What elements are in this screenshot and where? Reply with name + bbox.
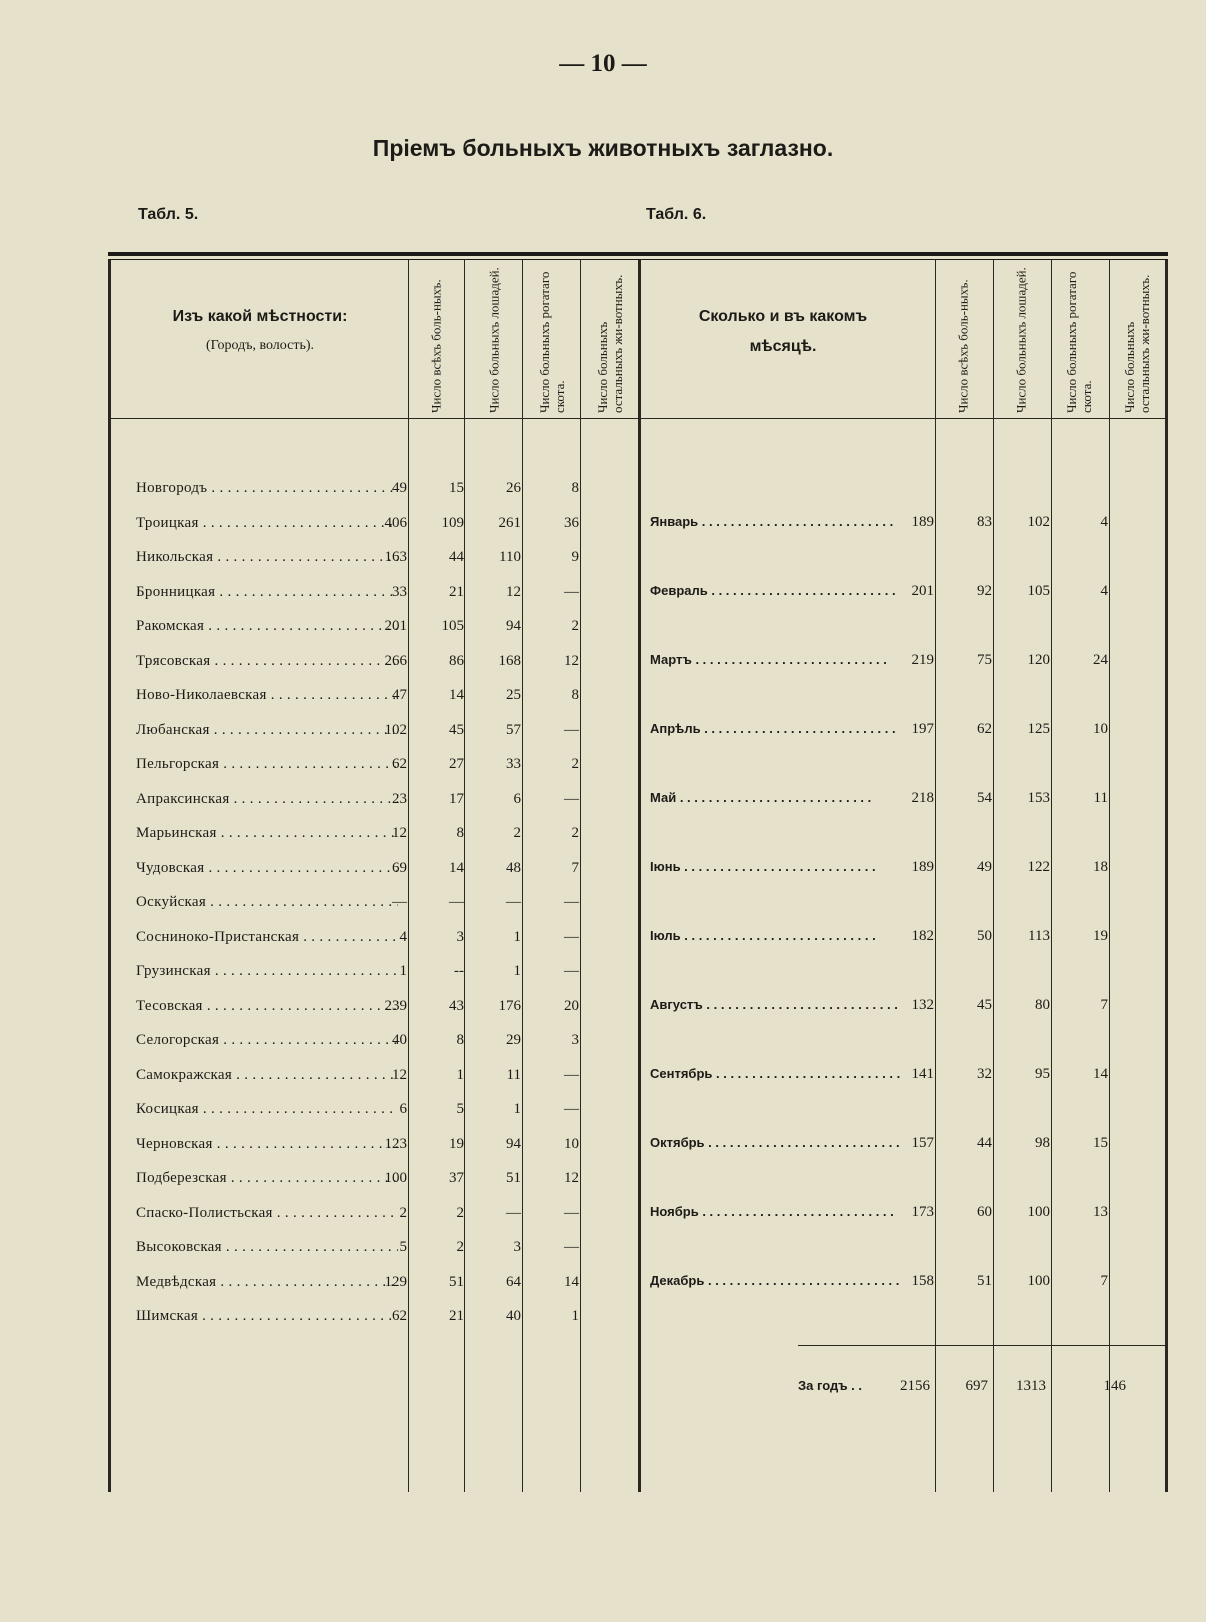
locality-name: Тесовская . . . <box>136 992 398 1020</box>
cell-value: — <box>392 894 407 910</box>
cell-value: 10 <box>1093 721 1108 737</box>
table5-row <box>108 612 638 640</box>
cell-value: 95 <box>1035 1066 1050 1082</box>
total-rule <box>798 1345 935 1346</box>
locality-name: Медвѣдская . . . <box>136 1268 398 1296</box>
month-name: Августъ . . . <box>650 991 900 1019</box>
cell-value: 36 <box>564 514 579 531</box>
cell-value: 189 <box>911 514 934 530</box>
table6-row <box>108 646 1168 674</box>
cell-value: 27 <box>449 756 464 772</box>
cell-value: 182 <box>911 928 934 944</box>
locality-name: Апраксинская . . . <box>136 785 398 813</box>
cell-value: — <box>564 1101 579 1117</box>
cell-value: 158 <box>911 1273 934 1289</box>
table5-row <box>108 1164 638 1192</box>
table6-label: Табл. 6. <box>646 206 707 223</box>
locality-name: Подберезская . . . <box>136 1164 398 1192</box>
cell-value: 113 <box>1028 928 1050 944</box>
cell-value: 3 <box>513 1239 521 1255</box>
cell-value: 18 <box>1093 859 1108 875</box>
cell-value: 14 <box>449 859 464 876</box>
cell-value: 23 <box>392 790 407 807</box>
table5-row <box>108 1302 638 1330</box>
cell-value: 1 <box>513 928 521 945</box>
cell-value: 12 <box>506 583 521 600</box>
table6-row <box>108 508 1168 536</box>
cell-value: 29 <box>506 1032 521 1048</box>
locality-name: Любанская . . . <box>136 716 398 744</box>
total-rule <box>935 1345 1165 1346</box>
cell-value: 4 <box>1100 514 1108 530</box>
cell-value: 21 <box>449 583 464 600</box>
cell-value: 94 <box>506 618 521 634</box>
cell-value: 261 <box>498 514 521 531</box>
total-value: 2156 <box>900 1378 930 1394</box>
cell-value: 1 <box>571 1308 579 1324</box>
cell-value: 12 <box>564 1170 579 1186</box>
t6-col-cattle-header: Число больныхъ рогатаго скота. <box>1064 271 1094 413</box>
cell-value: 86 <box>449 652 464 669</box>
locality-name: Косицкая . . . <box>136 1095 398 1123</box>
cell-value: 64 <box>506 1273 521 1290</box>
cell-value: 5 <box>399 1239 407 1255</box>
table6-row <box>108 577 1168 605</box>
cell-value: 157 <box>911 1135 934 1151</box>
cell-value: 6 <box>513 790 521 807</box>
cell-value: 98 <box>1035 1135 1050 1151</box>
cell-value: — <box>564 1239 579 1255</box>
cell-value: — <box>564 790 579 807</box>
locality-name: Спаско-Полистьская . . . <box>136 1199 398 1227</box>
table5-header-main: Изъ какой мѣстности: <box>172 308 348 325</box>
month-name: Іюнь . . . <box>650 853 900 881</box>
cell-value: — <box>564 963 579 979</box>
cell-value: 62 <box>392 1308 407 1324</box>
month-name: Декабрь . . . <box>650 1267 900 1295</box>
cell-value: — <box>564 1204 579 1221</box>
cell-value: -- <box>454 963 464 979</box>
month-name: Сентябрь . . . <box>650 1060 900 1088</box>
table5-row <box>108 681 638 709</box>
cell-value: 7 <box>1100 997 1108 1013</box>
cell-value: 20 <box>564 997 579 1014</box>
cell-value: 105 <box>1027 583 1050 599</box>
cell-value: 132 <box>911 997 934 1013</box>
cell-value: 45 <box>977 997 992 1013</box>
locality-name: Никольская . . . <box>136 543 398 571</box>
cell-value: 201 <box>384 618 407 634</box>
cell-value: 125 <box>1027 721 1050 737</box>
locality-name: Грузинская . . . <box>136 957 398 985</box>
cell-value: 218 <box>911 790 934 806</box>
cell-value: 45 <box>449 721 464 738</box>
cell-value: — <box>564 583 579 600</box>
month-name: Май . . . <box>650 784 900 812</box>
cell-value: 51 <box>506 1170 521 1186</box>
cell-value: 21 <box>449 1308 464 1324</box>
month-name: Ноябрь . . . <box>650 1198 900 1226</box>
cell-value: 14 <box>564 1273 579 1290</box>
t6-col-horses-header: Число больныхъ лошадей. <box>1013 267 1029 413</box>
cell-value: 5 <box>456 1101 464 1117</box>
cell-value: — <box>564 928 579 945</box>
locality-name: Шимская . . . <box>136 1302 398 1330</box>
cell-value: 80 <box>1035 997 1050 1013</box>
t6-col-total-header: Число всѣхъ боль-ныхъ. <box>955 279 971 413</box>
cell-value: 105 <box>441 618 464 634</box>
cell-value: — <box>506 1204 521 1221</box>
cell-value: 40 <box>392 1032 407 1048</box>
cell-value: 2 <box>571 756 579 772</box>
total-row <box>108 1372 1168 1400</box>
locality-name: Селогорская . . . <box>136 1026 398 1054</box>
cell-value: 49 <box>977 859 992 875</box>
cell-value: 60 <box>977 1204 992 1220</box>
cell-value: 7 <box>1100 1273 1108 1289</box>
cell-value: — <box>564 1066 579 1083</box>
t6-col-other-header: Число больныхъ остальныхъ жи-вотныхъ. <box>1122 274 1152 413</box>
cell-value: 120 <box>1027 652 1050 668</box>
cell-value: 14 <box>1093 1066 1108 1082</box>
cell-value: 189 <box>911 859 934 875</box>
cell-value: 15 <box>449 480 464 496</box>
table5-row <box>108 1095 638 1123</box>
cell-value: 3 <box>456 928 464 945</box>
cell-value: 33 <box>392 583 407 600</box>
cell-value: 94 <box>506 1135 521 1152</box>
table5-row <box>108 750 638 778</box>
table5-header-sub: (Городъ, волость). <box>205 338 315 353</box>
locality-name: Высоковская . . . <box>136 1233 398 1261</box>
cell-value: 100 <box>384 1170 407 1186</box>
page-number: — 10 — <box>559 50 647 77</box>
table6-row <box>108 853 1168 881</box>
locality-name: Трясовская . . . <box>136 647 398 675</box>
locality-name: Чудовская . . . <box>136 854 398 882</box>
cell-value: 12 <box>392 1066 407 1083</box>
locality-name: Марьинская . . . <box>136 819 398 847</box>
cell-value: 201 <box>911 583 934 599</box>
cell-value: 37 <box>449 1170 464 1186</box>
cell-value: 12 <box>564 652 579 669</box>
cell-value: 49 <box>392 480 407 496</box>
cell-value: 109 <box>441 514 464 531</box>
table5-label: Табл. 5. <box>138 206 199 223</box>
cell-value: 100 <box>1027 1204 1050 1220</box>
cell-value: 11 <box>1093 790 1108 806</box>
t5-col-horses-header: Число больныхъ лошадей. <box>486 267 502 413</box>
cell-value: 7 <box>571 859 579 876</box>
cell-value: 110 <box>499 549 521 565</box>
cell-value: 1 <box>513 1101 521 1117</box>
cell-value: 40 <box>506 1308 521 1324</box>
cell-value: 1 <box>399 963 407 979</box>
locality-name: Ново-Николаевская . . . <box>136 681 398 709</box>
locality-name: Новгородъ . . . <box>136 474 398 502</box>
cell-value: 25 <box>506 687 521 703</box>
cell-value: 51 <box>449 1273 464 1290</box>
month-name: Мартъ . . . <box>650 646 900 674</box>
t5-col-cattle-header: Число больныхъ рогатаго скота. <box>537 271 567 413</box>
cell-value: 44 <box>977 1135 992 1151</box>
cell-value: 8 <box>571 687 579 703</box>
table6-row <box>108 784 1168 812</box>
cell-value: 239 <box>384 997 407 1014</box>
cell-value: 1 <box>456 1066 464 1083</box>
data-table <box>108 252 1168 1482</box>
cell-value: 168 <box>498 652 521 669</box>
cell-value: 8 <box>456 825 464 841</box>
month-name: Январь . . . <box>650 508 900 536</box>
locality-name: Оскуйская . . . <box>136 888 398 916</box>
cell-value: 69 <box>392 859 407 876</box>
cell-value: 17 <box>449 790 464 807</box>
cell-value: 8 <box>456 1032 464 1048</box>
cell-value: 3 <box>571 1032 579 1048</box>
cell-value: 26 <box>506 480 521 496</box>
cell-value: 10 <box>564 1135 579 1152</box>
locality-name: Самокражская . . . <box>136 1061 398 1089</box>
cell-value: 406 <box>384 514 407 531</box>
cell-value: 1 <box>513 963 521 979</box>
cell-value: 75 <box>977 652 992 668</box>
cell-value: 197 <box>911 721 934 737</box>
table-top-rule <box>108 252 1168 256</box>
cell-value: — <box>506 894 521 910</box>
cell-value: 122 <box>1027 859 1050 875</box>
cell-value: 62 <box>392 756 407 772</box>
cell-value: 8 <box>571 480 579 496</box>
cell-value: 6 <box>399 1101 407 1117</box>
cell-value: 14 <box>449 687 464 703</box>
cell-value: 219 <box>911 652 934 668</box>
table6-row <box>108 1198 1168 1226</box>
cell-value: 12 <box>392 825 407 841</box>
table5-header <box>118 308 402 354</box>
table5-row <box>108 543 638 571</box>
cell-value: 173 <box>911 1204 934 1220</box>
cell-value: — <box>564 894 579 910</box>
table5-row <box>108 1026 638 1054</box>
locality-name: Ракомская . . . <box>136 612 398 640</box>
locality-name: Пельгорская . . . <box>136 750 398 778</box>
cell-value: 47 <box>392 687 407 703</box>
total-value: 1313 <box>1016 1378 1046 1394</box>
total-value: 146 <box>1103 1378 1126 1394</box>
cell-value: 2 <box>456 1239 464 1255</box>
table6-row <box>108 922 1168 950</box>
table6-row <box>108 1060 1168 1088</box>
table5-row <box>108 474 638 502</box>
month-name: Іюль . . . <box>650 922 900 950</box>
cell-value: 102 <box>384 721 407 738</box>
cell-value: 33 <box>506 756 521 772</box>
cell-value: 2 <box>571 618 579 634</box>
total-value: 697 <box>965 1378 988 1394</box>
page-title: Пріемъ больныхъ животныхъ заглазно. <box>372 135 834 161</box>
table6-header: Сколько и въ какомъ мѣсяцѣ. <box>698 308 868 355</box>
cell-value: 92 <box>977 583 992 599</box>
cell-value: 129 <box>384 1273 407 1290</box>
cell-value: 54 <box>977 790 992 806</box>
cell-value: — <box>449 894 464 910</box>
month-name: Февраль . . . <box>650 577 900 605</box>
cell-value: 266 <box>384 652 407 669</box>
table6-row <box>108 1267 1168 1295</box>
t5-col-other-header: Число больныхъ остальныхъ жи-вотныхъ. <box>595 274 625 413</box>
cell-value: 24 <box>1093 652 1108 668</box>
table6-row <box>108 1129 1168 1157</box>
table5-row <box>108 1233 638 1261</box>
cell-value: 62 <box>977 721 992 737</box>
cell-value: 19 <box>1093 928 1108 944</box>
cell-value: 15 <box>1093 1135 1108 1151</box>
cell-value: 102 <box>1027 514 1050 530</box>
cell-value: 48 <box>506 859 521 876</box>
cell-value: 13 <box>1093 1204 1108 1220</box>
locality-name: Сосниноко-Пристанская . . . <box>136 923 398 951</box>
cell-value: 19 <box>449 1135 464 1152</box>
cell-value: 2 <box>456 1204 464 1221</box>
cell-value: 4 <box>399 928 407 945</box>
cell-value: — <box>564 721 579 738</box>
cell-value: 2 <box>399 1204 407 1221</box>
locality-name: Троицкая . . . <box>136 509 398 537</box>
table5-row <box>108 957 638 985</box>
cell-value: 11 <box>506 1066 521 1083</box>
cell-value: 163 <box>384 549 407 565</box>
cell-value: 9 <box>571 549 579 565</box>
locality-name: Черновская . . . <box>136 1130 398 1158</box>
cell-value: 51 <box>977 1273 992 1289</box>
cell-value: 83 <box>977 514 992 530</box>
cell-value: 153 <box>1027 790 1050 806</box>
table5-row <box>108 888 638 916</box>
month-name: Апрѣль . . . <box>650 715 900 743</box>
month-name: Октябрь . . . <box>650 1129 900 1157</box>
cell-value: 176 <box>498 997 521 1014</box>
total-label: За годъ . . <box>798 1378 863 1393</box>
cell-value: 100 <box>1027 1273 1050 1289</box>
t5-col-total-header: Число всѣхъ боль-ныхъ. <box>428 279 444 413</box>
cell-value: 50 <box>977 928 992 944</box>
cell-value: 57 <box>506 721 521 738</box>
cell-value: 2 <box>513 825 521 841</box>
cell-value: 32 <box>977 1066 992 1082</box>
cell-value: 4 <box>1100 583 1108 599</box>
table5-row <box>108 819 638 847</box>
cell-value: 44 <box>449 549 464 565</box>
table6-row <box>108 715 1168 743</box>
table6-row <box>108 991 1168 1019</box>
cell-value: 123 <box>384 1135 407 1152</box>
cell-value: 2 <box>571 825 579 841</box>
locality-name: Бронницкая . . . <box>136 578 398 606</box>
cell-value: 43 <box>449 997 464 1014</box>
cell-value: 141 <box>911 1066 934 1082</box>
